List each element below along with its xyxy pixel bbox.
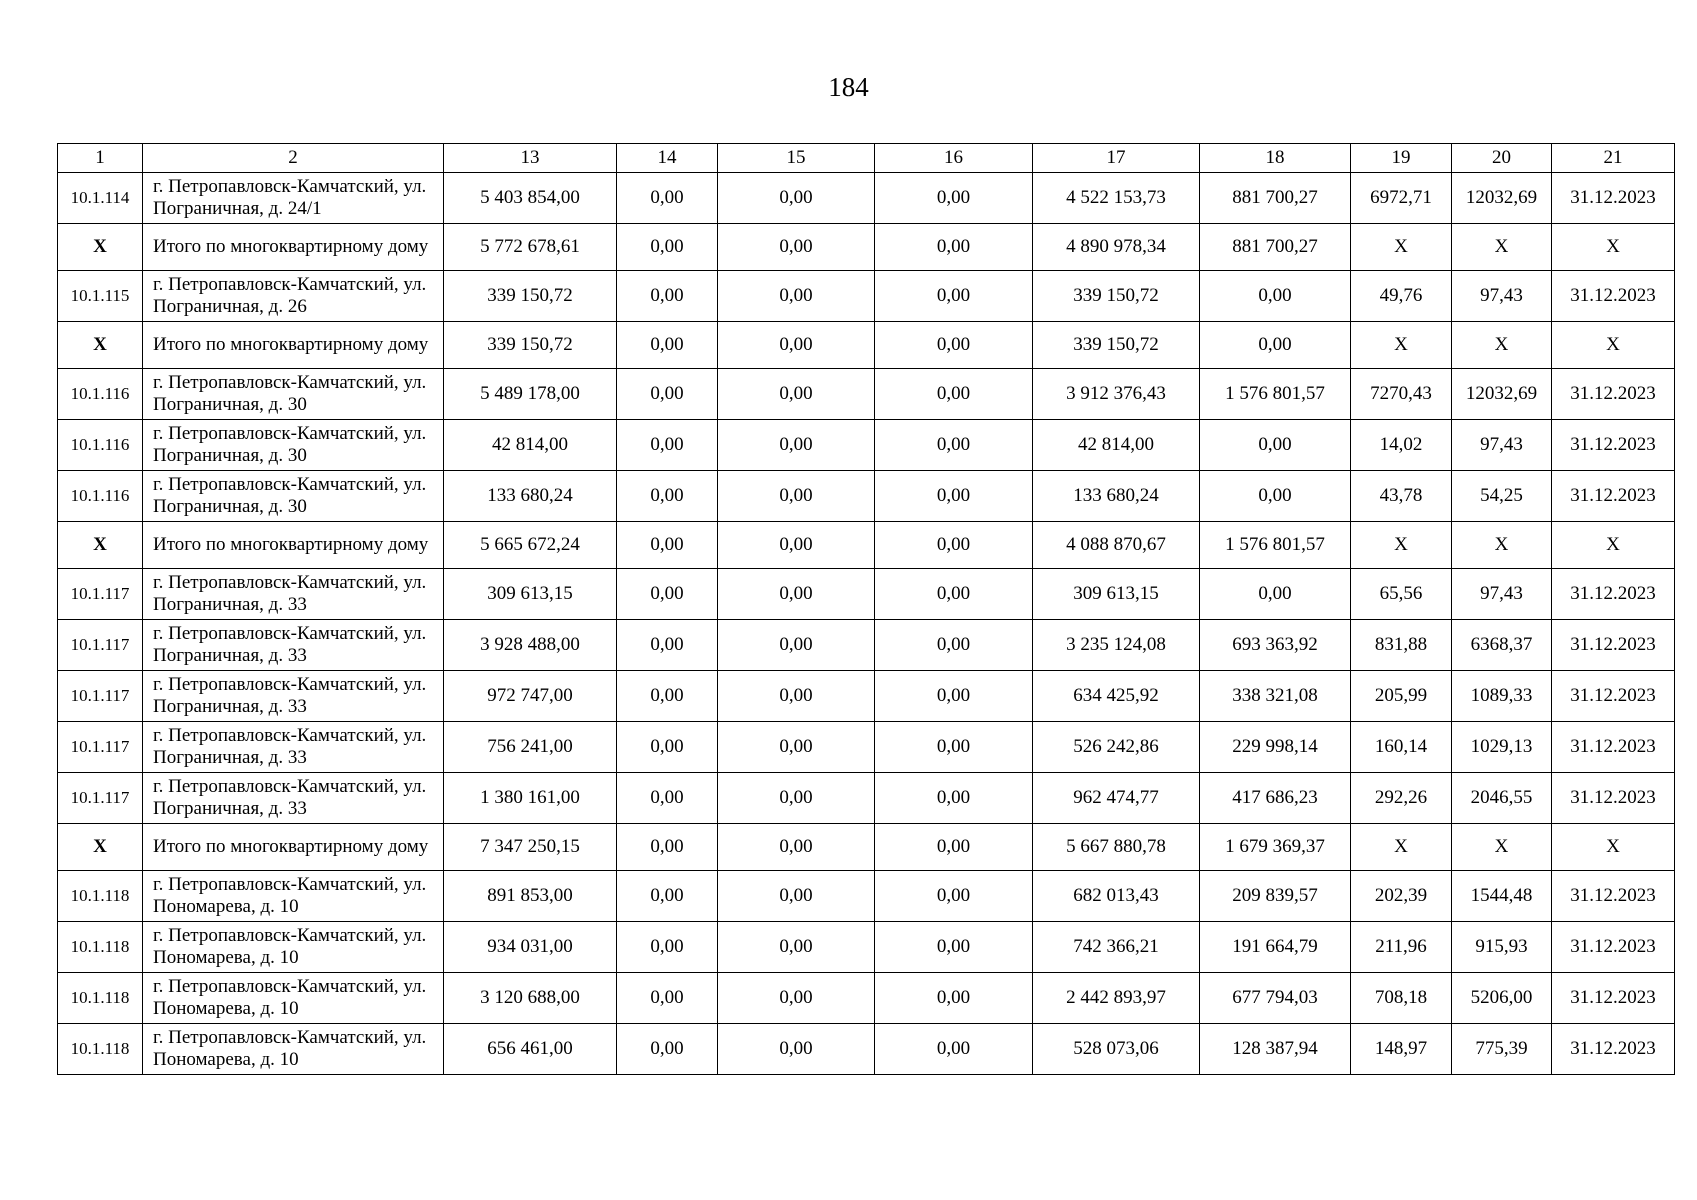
table-row: [58, 271, 1675, 322]
value-cell: 0,00: [718, 173, 875, 224]
value-cell: 14,02: [1351, 420, 1452, 471]
column-header: 17: [1033, 144, 1200, 173]
address-cell: г. Петропавловск-Камчатский, ул. Пограничная, д. 30: [143, 420, 444, 471]
column-header: 13: [444, 144, 617, 173]
row-number: 10.1.116: [58, 420, 143, 471]
x-mark: Х: [58, 824, 143, 871]
value-cell: 97,43: [1452, 420, 1552, 471]
value-cell: 0,00: [617, 671, 718, 722]
value-cell: 2 442 893,97: [1033, 973, 1200, 1024]
value-cell: Х: [1552, 322, 1675, 369]
value-cell: 0,00: [617, 620, 718, 671]
value-cell: Х: [1351, 224, 1452, 271]
value-cell: 229 998,14: [1200, 722, 1351, 773]
value-cell: 42 814,00: [1033, 420, 1200, 471]
column-header: 16: [875, 144, 1033, 173]
address-cell: г. Петропавловск-Камчатский, ул. Пограничная, д. 30: [143, 471, 444, 522]
value-cell: 54,25: [1452, 471, 1552, 522]
value-cell: 0,00: [718, 620, 875, 671]
value-cell: 5206,00: [1452, 973, 1552, 1024]
total-row: [58, 824, 1675, 871]
value-cell: 0,00: [718, 871, 875, 922]
value-cell: 0,00: [617, 369, 718, 420]
page-number: 184: [828, 72, 869, 102]
value-cell: 49,76: [1351, 271, 1452, 322]
address-cell: г. Петропавловск-Камчатский, ул. Пограничная, д. 33: [143, 773, 444, 824]
value-cell: Х: [1351, 322, 1452, 369]
value-cell: 2046,55: [1452, 773, 1552, 824]
value-cell: 0,00: [718, 722, 875, 773]
value-cell: 0,00: [875, 271, 1033, 322]
value-cell: 0,00: [875, 420, 1033, 471]
value-cell: 0,00: [875, 620, 1033, 671]
value-cell: 31.12.2023: [1552, 471, 1675, 522]
value-cell: 0,00: [617, 871, 718, 922]
value-cell: 891 853,00: [444, 871, 617, 922]
value-cell: 205,99: [1351, 671, 1452, 722]
row-number: 10.1.118: [58, 922, 143, 973]
row-number: 10.1.118: [58, 871, 143, 922]
row-number: 10.1.117: [58, 722, 143, 773]
value-cell: 7270,43: [1351, 369, 1452, 420]
address-cell: г. Петропавловск-Камчатский, ул. Пограничная, д. 30: [143, 369, 444, 420]
value-cell: 0,00: [1200, 569, 1351, 620]
value-cell: 0,00: [718, 671, 875, 722]
value-cell: 31.12.2023: [1552, 722, 1675, 773]
value-cell: 202,39: [1351, 871, 1452, 922]
value-cell: 0,00: [718, 773, 875, 824]
value-cell: 42 814,00: [444, 420, 617, 471]
value-cell: 0,00: [875, 671, 1033, 722]
table-body: [58, 173, 1675, 1075]
value-cell: 1089,33: [1452, 671, 1552, 722]
value-cell: 31.12.2023: [1552, 922, 1675, 973]
value-cell: 693 363,92: [1200, 620, 1351, 671]
value-cell: 148,97: [1351, 1024, 1452, 1075]
x-mark: Х: [58, 322, 143, 369]
row-number: 10.1.115: [58, 271, 143, 322]
value-cell: 5 772 678,61: [444, 224, 617, 271]
value-cell: 0,00: [875, 369, 1033, 420]
value-cell: 1 380 161,00: [444, 773, 617, 824]
value-cell: 12032,69: [1452, 369, 1552, 420]
value-cell: 7 347 250,15: [444, 824, 617, 871]
value-cell: 0,00: [718, 973, 875, 1024]
table-row: [58, 569, 1675, 620]
value-cell: 677 794,03: [1200, 973, 1351, 1024]
value-cell: 915,93: [1452, 922, 1552, 973]
value-cell: 0,00: [617, 824, 718, 871]
value-cell: 0,00: [875, 569, 1033, 620]
value-cell: 0,00: [617, 420, 718, 471]
header-row: [58, 144, 1675, 173]
value-cell: 160,14: [1351, 722, 1452, 773]
value-cell: 0,00: [718, 271, 875, 322]
address-cell: г. Петропавловск-Камчатский, ул. Пономарева, д. 10: [143, 871, 444, 922]
data-table: [57, 143, 1675, 1075]
column-header: 18: [1200, 144, 1351, 173]
value-cell: 5 665 672,24: [444, 522, 617, 569]
value-cell: 31.12.2023: [1552, 569, 1675, 620]
value-cell: 4 890 978,34: [1033, 224, 1200, 271]
value-cell: 0,00: [875, 522, 1033, 569]
value-cell: Х: [1452, 322, 1552, 369]
value-cell: 309 613,15: [1033, 569, 1200, 620]
value-cell: 0,00: [1200, 471, 1351, 522]
column-header: 21: [1552, 144, 1675, 173]
value-cell: 881 700,27: [1200, 173, 1351, 224]
value-cell: 934 031,00: [444, 922, 617, 973]
value-cell: 0,00: [617, 522, 718, 569]
value-cell: 0,00: [718, 224, 875, 271]
column-header: 20: [1452, 144, 1552, 173]
table-row: [58, 620, 1675, 671]
address-cell: г. Петропавловск-Камчатский, ул. Пограничная, д. 33: [143, 722, 444, 773]
table-row: [58, 973, 1675, 1024]
row-number: 10.1.117: [58, 569, 143, 620]
total-label: Итого по многоквартирному дому: [143, 322, 444, 369]
value-cell: 656 461,00: [444, 1024, 617, 1075]
address-cell: г. Петропавловск-Камчатский, ул. Пограничная, д. 33: [143, 620, 444, 671]
value-cell: 0,00: [617, 224, 718, 271]
column-header: 15: [718, 144, 875, 173]
address-cell: г. Петропавловск-Камчатский, ул. Пограничная, д. 26: [143, 271, 444, 322]
value-cell: 775,39: [1452, 1024, 1552, 1075]
value-cell: 97,43: [1452, 569, 1552, 620]
value-cell: 31.12.2023: [1552, 671, 1675, 722]
value-cell: Х: [1552, 224, 1675, 271]
value-cell: 0,00: [718, 824, 875, 871]
value-cell: 417 686,23: [1200, 773, 1351, 824]
value-cell: 742 366,21: [1033, 922, 1200, 973]
value-cell: 1 576 801,57: [1200, 522, 1351, 569]
value-cell: 528 073,06: [1033, 1024, 1200, 1075]
value-cell: 0,00: [875, 322, 1033, 369]
value-cell: 211,96: [1351, 922, 1452, 973]
value-cell: 31.12.2023: [1552, 420, 1675, 471]
value-cell: 0,00: [718, 522, 875, 569]
table-row: [58, 1024, 1675, 1075]
column-header: 19: [1351, 144, 1452, 173]
value-cell: Х: [1452, 824, 1552, 871]
value-cell: 0,00: [718, 922, 875, 973]
total-row: [58, 224, 1675, 271]
address-cell: г. Петропавловск-Камчатский, ул. Пономарева, д. 10: [143, 922, 444, 973]
value-cell: 31.12.2023: [1552, 973, 1675, 1024]
value-cell: 881 700,27: [1200, 224, 1351, 271]
value-cell: Х: [1552, 522, 1675, 569]
value-cell: 31.12.2023: [1552, 271, 1675, 322]
x-mark: Х: [58, 522, 143, 569]
value-cell: 0,00: [617, 722, 718, 773]
row-number: 10.1.117: [58, 773, 143, 824]
table-row: [58, 173, 1675, 224]
table-row: [58, 671, 1675, 722]
value-cell: 0,00: [1200, 322, 1351, 369]
value-cell: 5 489 178,00: [444, 369, 617, 420]
value-cell: 31.12.2023: [1552, 871, 1675, 922]
total-label: Итого по многоквартирному дому: [143, 824, 444, 871]
value-cell: 191 664,79: [1200, 922, 1351, 973]
column-header: 2: [143, 144, 444, 173]
value-cell: 31.12.2023: [1552, 1024, 1675, 1075]
table-row: [58, 922, 1675, 973]
value-cell: 292,26: [1351, 773, 1452, 824]
column-header: 14: [617, 144, 718, 173]
value-cell: 339 150,72: [1033, 271, 1200, 322]
value-cell: 0,00: [617, 173, 718, 224]
total-label: Итого по многоквартирному дому: [143, 224, 444, 271]
row-number: 10.1.114: [58, 173, 143, 224]
value-cell: 6972,71: [1351, 173, 1452, 224]
value-cell: 12032,69: [1452, 173, 1552, 224]
value-cell: 339 150,72: [444, 271, 617, 322]
value-cell: 5 403 854,00: [444, 173, 617, 224]
table-row: [58, 722, 1675, 773]
value-cell: 5 667 880,78: [1033, 824, 1200, 871]
row-number: 10.1.118: [58, 973, 143, 1024]
total-row: [58, 522, 1675, 569]
value-cell: 0,00: [718, 420, 875, 471]
value-cell: 1 679 369,37: [1200, 824, 1351, 871]
value-cell: 209 839,57: [1200, 871, 1351, 922]
value-cell: 3 928 488,00: [444, 620, 617, 671]
table-row: [58, 773, 1675, 824]
value-cell: 0,00: [875, 173, 1033, 224]
value-cell: 0,00: [875, 871, 1033, 922]
value-cell: Х: [1452, 522, 1552, 569]
table-row: [58, 471, 1675, 522]
value-cell: 31.12.2023: [1552, 369, 1675, 420]
value-cell: 0,00: [617, 471, 718, 522]
total-row: [58, 322, 1675, 369]
value-cell: 0,00: [875, 773, 1033, 824]
value-cell: 526 242,86: [1033, 722, 1200, 773]
column-header: 1: [58, 144, 143, 173]
value-cell: 31.12.2023: [1552, 173, 1675, 224]
value-cell: 0,00: [875, 973, 1033, 1024]
value-cell: 0,00: [617, 322, 718, 369]
value-cell: Х: [1351, 824, 1452, 871]
value-cell: 4 522 153,73: [1033, 173, 1200, 224]
value-cell: 0,00: [718, 1024, 875, 1075]
value-cell: 972 747,00: [444, 671, 617, 722]
value-cell: 0,00: [617, 973, 718, 1024]
value-cell: 3 120 688,00: [444, 973, 617, 1024]
value-cell: 0,00: [1200, 420, 1351, 471]
value-cell: 0,00: [875, 722, 1033, 773]
row-number: 10.1.116: [58, 471, 143, 522]
value-cell: 3 235 124,08: [1033, 620, 1200, 671]
value-cell: 0,00: [875, 922, 1033, 973]
table-row: [58, 420, 1675, 471]
value-cell: 97,43: [1452, 271, 1552, 322]
address-cell: г. Петропавловск-Камчатский, ул. Пограничная, д. 33: [143, 671, 444, 722]
value-cell: 309 613,15: [444, 569, 617, 620]
value-cell: 0,00: [718, 369, 875, 420]
value-cell: 43,78: [1351, 471, 1452, 522]
value-cell: 634 425,92: [1033, 671, 1200, 722]
value-cell: 338 321,08: [1200, 671, 1351, 722]
value-cell: Х: [1452, 224, 1552, 271]
value-cell: 133 680,24: [444, 471, 617, 522]
value-cell: 831,88: [1351, 620, 1452, 671]
value-cell: 31.12.2023: [1552, 773, 1675, 824]
value-cell: 962 474,77: [1033, 773, 1200, 824]
value-cell: 708,18: [1351, 973, 1452, 1024]
value-cell: 0,00: [875, 471, 1033, 522]
value-cell: 0,00: [617, 569, 718, 620]
value-cell: 3 912 376,43: [1033, 369, 1200, 420]
row-number: 10.1.118: [58, 1024, 143, 1075]
address-cell: г. Петропавловск-Камчатский, ул. Пономарева, д. 10: [143, 973, 444, 1024]
value-cell: 6368,37: [1452, 620, 1552, 671]
value-cell: 0,00: [718, 471, 875, 522]
table-row: [58, 871, 1675, 922]
value-cell: 1 576 801,57: [1200, 369, 1351, 420]
value-cell: 682 013,43: [1033, 871, 1200, 922]
address-cell: г. Петропавловск-Камчатский, ул. Пономарева, д. 10: [143, 1024, 444, 1075]
value-cell: Х: [1351, 522, 1452, 569]
value-cell: 65,56: [1351, 569, 1452, 620]
value-cell: 0,00: [875, 824, 1033, 871]
address-cell: г. Петропавловск-Камчатский, ул. Пограничная, д. 33: [143, 569, 444, 620]
address-cell: г. Петропавловск-Камчатский, ул. Пограничная, д. 24/1: [143, 173, 444, 224]
row-number: 10.1.117: [58, 671, 143, 722]
value-cell: 0,00: [1200, 271, 1351, 322]
value-cell: 0,00: [617, 271, 718, 322]
x-mark: Х: [58, 224, 143, 271]
value-cell: 0,00: [875, 224, 1033, 271]
value-cell: Х: [1552, 824, 1675, 871]
total-label: Итого по многоквартирному дому: [143, 522, 444, 569]
value-cell: 339 150,72: [1033, 322, 1200, 369]
value-cell: 128 387,94: [1200, 1024, 1351, 1075]
value-cell: 0,00: [617, 1024, 718, 1075]
value-cell: 31.12.2023: [1552, 620, 1675, 671]
value-cell: 133 680,24: [1033, 471, 1200, 522]
value-cell: 1544,48: [1452, 871, 1552, 922]
value-cell: 756 241,00: [444, 722, 617, 773]
row-number: 10.1.116: [58, 369, 143, 420]
value-cell: 0,00: [718, 322, 875, 369]
value-cell: 0,00: [875, 1024, 1033, 1075]
value-cell: 0,00: [617, 922, 718, 973]
value-cell: 1029,13: [1452, 722, 1552, 773]
value-cell: 4 088 870,67: [1033, 522, 1200, 569]
value-cell: 339 150,72: [444, 322, 617, 369]
value-cell: 0,00: [617, 773, 718, 824]
row-number: 10.1.117: [58, 620, 143, 671]
value-cell: 0,00: [718, 569, 875, 620]
table-row: [58, 369, 1675, 420]
